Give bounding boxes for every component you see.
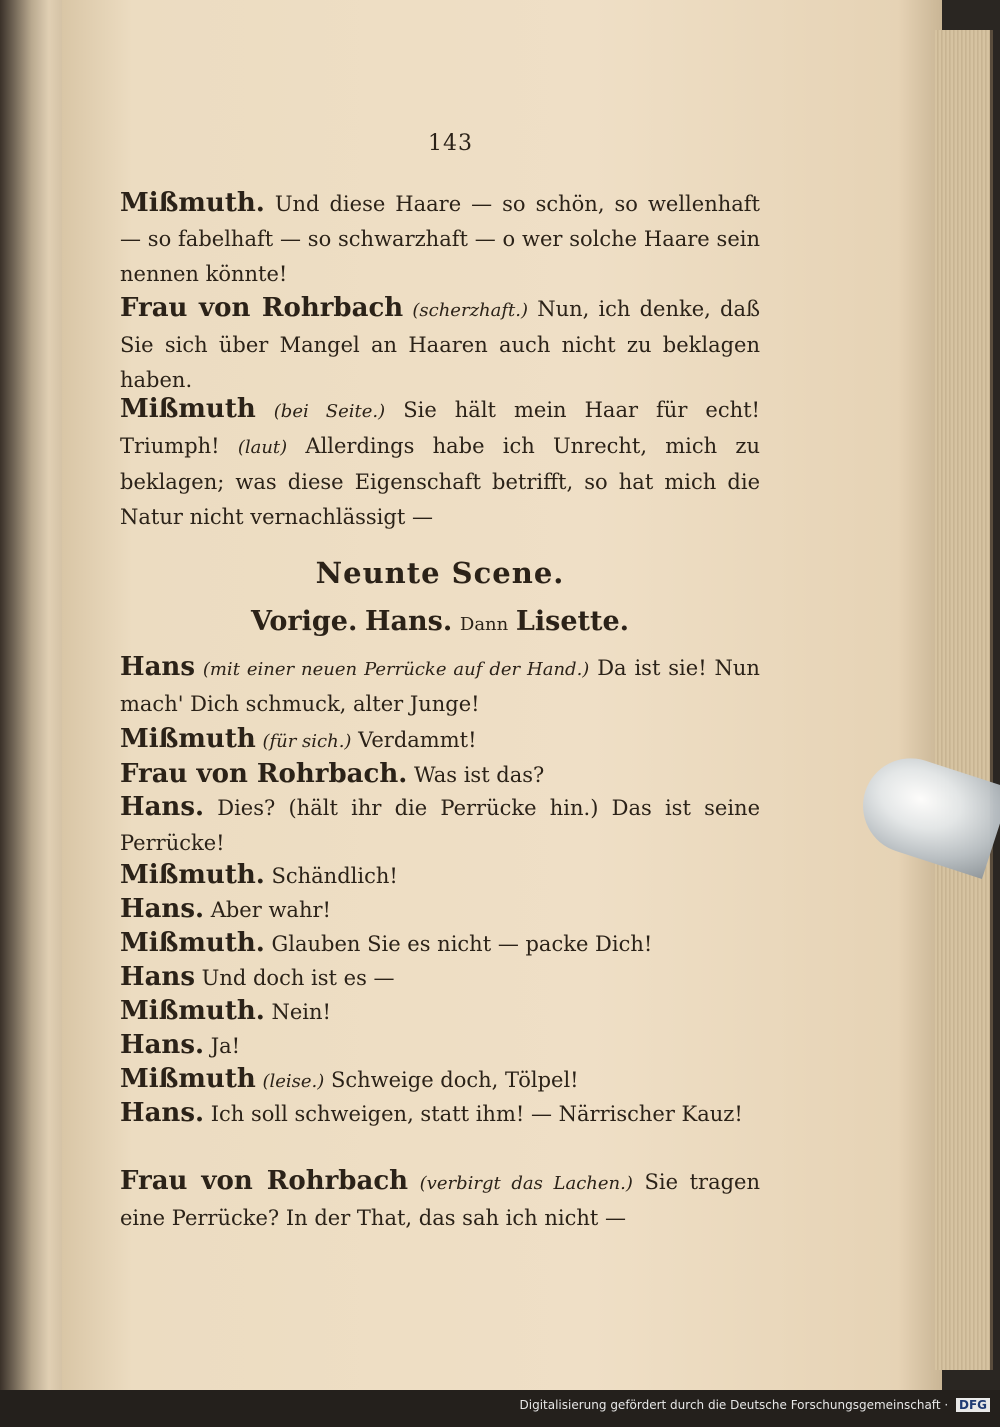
speech-2: [120, 291, 760, 398]
speech-text: Da ist sie! Nun mach' Dich schmuck, alter Junge!: [120, 656, 760, 716]
speech-text: Aber wahr!: [210, 898, 331, 922]
stage-direction: (scherzhaft.): [412, 300, 529, 321]
dialog-line: [120, 858, 760, 894]
scene-title: Neunte Scene.: [315, 556, 565, 590]
dialog-line: [120, 1028, 760, 1064]
dialog-line: [120, 892, 760, 928]
speaker: Hans.: [120, 792, 205, 822]
dialog-line: [120, 757, 760, 793]
speech-text: Dies? (hält ihr die Perrücke hin.) Das ist seine Perrücke!: [120, 796, 760, 855]
cast-lisette: Lisette.: [515, 606, 630, 637]
speaker: Mißmuth.: [120, 860, 265, 890]
dfg-logo: DFG: [956, 1398, 990, 1412]
page-number: 143: [428, 131, 473, 156]
stage-direction: (mit einer neuen Perrücke auf der Hand.): [202, 659, 590, 680]
speech-text: Sie hält mein Haar für echt! Triumph!: [120, 398, 760, 458]
dialog-line: [120, 926, 760, 962]
speech-text: Ich soll schweigen, statt ihm! — Närrischer Kauz!: [210, 1102, 743, 1126]
speech-text: Schändlich!: [271, 864, 398, 888]
scene-cast: [120, 604, 760, 642]
speech-text: Glauben Sie es nicht — packe Dich!: [271, 932, 653, 956]
speech-3: [120, 392, 760, 535]
cast-then: Dann: [459, 614, 509, 635]
footer-text: Digitalisierung gefördert durch die Deutsche Forschungsgemeinschaft ·: [519, 1398, 949, 1412]
stage-direction: (verbirgt das Lachen.): [419, 1173, 633, 1194]
stage-direction: (leise.): [262, 1071, 325, 1092]
speech-text: Nun, ich denke, daß Sie sich über Mangel an Haaren auch nicht zu beklagen haben.: [120, 297, 760, 392]
stage-direction: (für sich.): [262, 731, 352, 752]
dialog-line: [120, 790, 760, 861]
speaker: Mißmuth: [120, 724, 256, 754]
digitization-footer: [520, 1398, 990, 1412]
speaker: Mißmuth.: [120, 928, 265, 958]
speech-text: Ja!: [210, 1034, 241, 1058]
cast-hans: Hans.: [365, 606, 453, 637]
speech-text: Allerdings habe ich Unrecht, mich zu beklagen; was diese Eigenschaft betrifft, so hat mich die Natur nicht vernachlässigt —: [120, 434, 760, 529]
stage-direction: (laut): [237, 437, 288, 458]
cast-previous: Vorige.: [250, 606, 358, 637]
speaker: Mißmuth: [120, 1064, 256, 1094]
speaker: Frau von Rohrbach: [120, 293, 404, 323]
speaker: Hans: [120, 962, 195, 992]
stage-direction: (bei Seite.): [273, 401, 386, 422]
speech-text: Verdammt!: [358, 728, 477, 752]
dialog-line: [120, 650, 760, 722]
speaker: Hans.: [120, 894, 205, 924]
dialog-line: [120, 960, 760, 996]
speaker: Mißmuth.: [120, 996, 265, 1026]
speaker: Hans.: [120, 1030, 205, 1060]
dialog-line: [120, 1062, 760, 1099]
page-stack-edge: [935, 30, 993, 1370]
speaker: Frau von Rohrbach.: [120, 759, 408, 789]
speech-text: Was ist das?: [413, 763, 545, 787]
speaker: Mißmuth: [120, 394, 256, 424]
dialog-line: [120, 722, 760, 759]
speaker: Mißmuth.: [120, 188, 265, 218]
speech-text: Und doch ist es —: [201, 966, 395, 990]
speech-1: [120, 186, 760, 292]
dialog-line: [120, 1096, 760, 1132]
speaker: Hans: [120, 652, 195, 682]
speaker: Hans.: [120, 1098, 205, 1128]
speech-text: Nein!: [271, 1000, 331, 1024]
speech-text: Schweige doch, Tölpel!: [330, 1068, 579, 1092]
speech-text: Sie tragen eine Perrücke? In der That, das sah ich nicht —: [120, 1170, 760, 1230]
speaker: Frau von Rohrbach: [120, 1166, 409, 1196]
speech-text: Und diese Haare — so schön, so wellenhaft — so fabelhaft — so schwarzhaft — o wer solche Haare sein nennen könnte!: [120, 192, 760, 286]
dialog-line: [120, 994, 760, 1030]
dialog-line: [120, 1164, 760, 1236]
left-page-edge: [0, 0, 70, 1390]
